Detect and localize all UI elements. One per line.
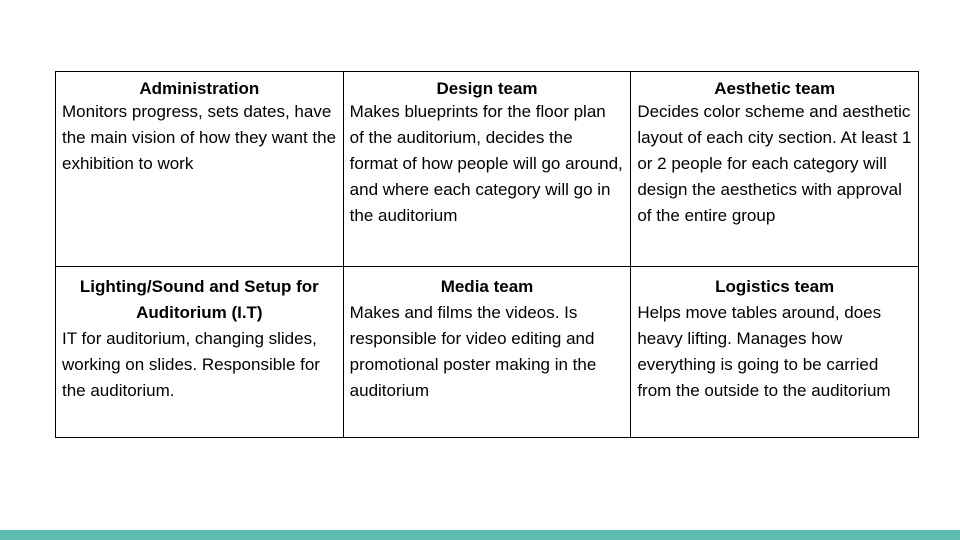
cell-body-media-team: Makes and films the videos. Is responsible for video editing and promotional poster making in the auditorium — [349, 303, 597, 400]
cell-body-administration: Monitors progress, sets dates, have the main vision of how they want the exhibition to work — [62, 102, 337, 173]
cell-body-logistics-team: Helps move tables around, does heavy lifting. Manages how everything is going to be carried from the outside to the auditorium — [637, 303, 891, 400]
cell-title-media-team: Media team — [440, 277, 534, 296]
table-row — [56, 72, 919, 267]
cell-lighting-sound — [56, 267, 344, 438]
accent-bar — [0, 530, 960, 540]
table-row — [56, 267, 919, 438]
cell-body-design-team: Makes blueprints for the floor plan of the auditorium, decides the format of how people will go around, and where each category will go in the auditorium — [349, 102, 623, 225]
cell-title-aesthetic-team: Aesthetic team — [714, 79, 836, 98]
cell-title-logistics-team: Logistics team — [715, 277, 835, 296]
cell-media-team — [343, 267, 631, 438]
cell-design-team — [343, 72, 631, 267]
cell-aesthetic-team — [631, 72, 919, 267]
team-roles-table — [55, 71, 919, 438]
cell-body-lighting-sound: IT for auditorium, changing slides, working on slides. Responsible for the auditorium. — [62, 329, 320, 400]
cell-administration — [56, 72, 344, 267]
cell-body-aesthetic-team: Decides color scheme and aesthetic layout of each city section. At least 1 or 2 people for each category will design the aesthetics with approval of the entire group — [637, 102, 912, 225]
cell-logistics-team — [631, 267, 919, 438]
cell-title-lighting-sound: Lighting/Sound and Setup for Auditorium (I.T) — [79, 277, 319, 322]
cell-title-administration: Administration — [139, 79, 260, 98]
cell-title-design-team: Design team — [436, 79, 538, 98]
